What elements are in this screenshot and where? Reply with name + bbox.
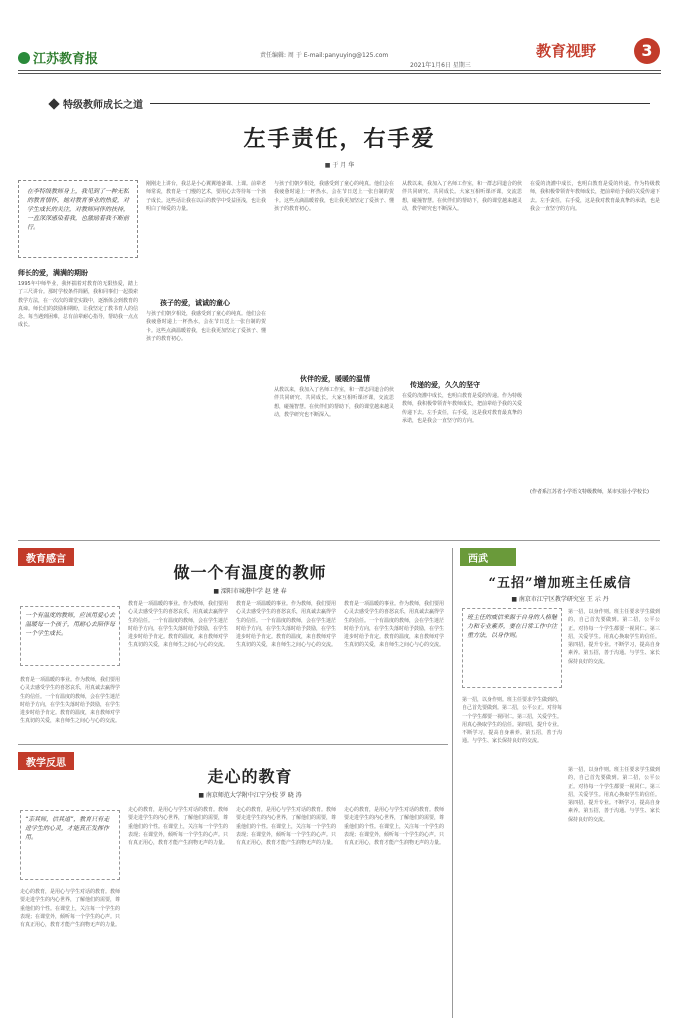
header-rule-thin — [18, 73, 661, 74]
article3-col3: 第一招，以身作则。班主任要求学生做到的，自己首先要做到。第二招，公平公正。对待每一个学生都要一视同仁。第三招，关爱学生。用真心换取学生的信任。第四招，提升专业。不断学习，提高自身素养。第五招，善于沟通。与学生、家长保持良好的交流。 — [568, 767, 660, 823]
column-3b: 与孩子们朝夕相处，我感受到了童心的纯真。他们会在我疲惫时递上一杯热水，会在节日送上一张自制的贺卡。这些点滴温暖着我，也让我更加坚定了爱孩子、懂孩子的教育初心。 — [274, 181, 394, 212]
article4-title: 走心的教育 — [207, 767, 293, 786]
column-5: 在爱的浇灌中成长，也明白教育是爱的传递。作为特级教师，我积极带领青年教师成长，把前辈给予我的关爱传递下去。左手责任，右手爱，这是我对教育最真挚的承诺，也是我会一直坚守的方向。 — [402, 393, 522, 424]
section-brand: 教育视野 — [536, 42, 597, 60]
subhead-3: 伙伴的爱，暖暖的温情 — [300, 375, 370, 383]
article3-col1: 第一招，以身作则。班主任要求学生做到的，自己首先要做到。第二招，公平公正。对待每一个学生都要一视同仁。第三招，关爱学生。用真心换取学生的信任。第四招，提升专业。不断学习，提高自身素养。第五招，善于沟通。与学生、家长保持良好的交流。 — [568, 609, 660, 665]
page-number: 3 — [634, 38, 660, 64]
article2-byline: ■ 溧阳市城港中学 赵 建 春 — [213, 588, 287, 595]
logo-icon — [18, 52, 30, 64]
section-divider — [18, 540, 660, 541]
issue-date: 2021年1月6日 星期三 — [410, 62, 471, 69]
article3-byline: ■ 南京市江宁区教学研究室 王 示 丹 — [511, 596, 609, 603]
article4-col3: 走心的教育，是用心与学生对话的教育。教师要走进学生的内心世界，了解他们的需要，尊重他们的个性。在课堂上，关注每一个学生的表现；在课堂外，倾听每一个学生的心声。只有真正用心，教育才能产生润物无声的力量。 — [236, 807, 336, 847]
article4-quote: “亲其师，信其道”，教育只有走进学生的心灵，才能真正发挥作用。 — [20, 810, 120, 880]
column-3: 与孩子们朝夕相处，我感受到了童心的纯真。他们会在我疲惫时递上一杯热水，会在节日送上一张自制的贺卡。这些点滴温暖着我，也让我更加坚定了爱孩子、懂孩子的教育初心。 — [146, 311, 266, 342]
article3-quote: 班主任的威信来源于自身的人格魅力和专业素养，要在日常工作中注重方法，以身作则。 — [462, 608, 562, 688]
main-title: 左手责任，右手爱 — [243, 126, 436, 152]
article4-byline: ■ 南京师范大学附中江宁分校 罗 晓 涛 — [198, 792, 302, 799]
section-label — [50, 96, 143, 111]
section-divider-2 — [18, 744, 448, 745]
article2-col4: 教育是一项温暖的事业。作为教师，我们要用心灵去感受学生的喜怒哀乐，用真诚去赢得学生的信任。一个有温度的教师，会在学生迷茫时给予方向，在学生失落时给予鼓励，在学生进步时给予肯定。教育的温度，来自教师对学生真切的关爱，来自师生之间心与心的交流。 — [344, 601, 444, 649]
column-1: 1995年中师毕业，我怀揣着对教育的无限热爱，踏上了三尺讲台。那时学校条件简陋，我和同事们一起摸索教学方法，在一次次的课堂实践中，逐渐体会到教育的真谛。师长们的鼓励和期盼，让我坚定了教书育人的信念。每当遇到困难，总有前辈耐心指导，帮助我一点点成长。 — [18, 281, 138, 329]
section-rule — [150, 103, 650, 104]
column-4: 从教以来，我加入了名师工作室，和一群志同道合的伙伴共同研究、共同成长。大家互相听课评课，交流思想，碰撞智慧。在伙伴们的帮助下，我的课堂越来越灵动，教学研究也不断深入。 — [274, 387, 394, 418]
article3-col2: 第一招，以身作则。班主任要求学生做到的，自己首先要做到。第二招，公平公正。对待每一个学生都要一视同仁。第三招，关爱学生。用真心换取学生的信任。第四招，提升专业。不断学习，提高自身素养。第五招，善于沟通。与学生、家长保持良好的交流。 — [462, 697, 562, 745]
subhead-1: 师长的爱，满满的期盼 — [18, 269, 88, 277]
column-2: 刚刚走上讲台，我总是小心翼翼地备课、上课。前辈老师常说，教育是一门慢的艺术，要用心去等待每一个孩子成长。这些话让我在以后的教学中受益匪浅，也让我明白了师爱的力量。 — [146, 181, 266, 212]
author-note: (作者系江苏省小学语文特级教师，某市实验小学校长) — [530, 489, 649, 495]
article2-title: 做一个有温度的教师 — [173, 563, 327, 582]
tag-education-reflection: 教育感言 — [18, 548, 74, 566]
article4-col2: 走心的教育，是用心与学生对话的教育。教师要走进学生的内心世界，了解他们的需要，尊重他们的个性。在课堂上，关注每一个学生的表现；在课堂外，倾听每一个学生的心声。只有真正用心，教育才能产生润物无声的力量。 — [128, 807, 228, 847]
article2-col3: 教育是一项温暖的事业。作为教师，我们要用心灵去感受学生的喜怒哀乐，用真诚去赢得学生的信任。一个有温度的教师，会在学生迷茫时给予方向，在学生失落时给予鼓励，在学生进步时给予肯定。教育的温度，来自教师对学生真切的关爱，来自师生之间心与心的交流。 — [236, 601, 336, 649]
article4-col4: 走心的教育，是用心与学生对话的教育。教师要走进学生的内心世界，了解他们的需要，尊重他们的个性。在课堂上，关注每一个学生的表现；在课堂外，倾听每一个学生的心声。只有真正用心，教育才能产生润物无声的力量。 — [344, 807, 444, 847]
intro-quote: 在李特级教师身上，我见到了一种无私的教育情怀，她对教育事业的热爱，对学生成长的关注，对教师同伴的扶持，一直深深感染着我，也激励着我不断前行。 — [18, 180, 138, 258]
editor-line: 责任编辑: 周 于 E-mail:panyuying@125.com — [260, 52, 389, 59]
tag-west: 西武 — [460, 548, 516, 566]
main-byline: ■ 于 月 华 — [324, 162, 355, 169]
article2-quote: 一个有温度的教师，应该用爱心去温暖每一个孩子，用耐心去陪伴每一个学生成长。 — [20, 606, 120, 666]
column-divider — [452, 548, 453, 1018]
column-4b: 从教以来，我加入了名师工作室，和一群志同道合的伙伴共同研究、共同成长。大家互相听课评课，交流思想，碰撞智慧。在伙伴们的帮助下，我的课堂越来越灵动，教学研究也不断深入。 — [402, 181, 522, 212]
article3-title: “五招”增加班主任威信 — [488, 576, 632, 591]
column-6: 在爱的浇灌中成长，也明白教育是爱的传递。作为特级教师，我积极带领青年教师成长，把前辈给予我的关爱传递下去。左手责任，右手爱，这是我对教育最真挚的承诺，也是我会一直坚守的方向。 — [530, 181, 660, 212]
newspaper-logo — [18, 48, 98, 67]
header-rule — [18, 70, 661, 71]
newspaper-name: 江苏教育报 — [33, 52, 99, 67]
section-label-text: 特级教师成长之道 — [63, 100, 143, 111]
tag-teaching-reflection: 教学反思 — [18, 752, 74, 770]
subhead-4: 传递的爱，久久的坚守 — [410, 381, 480, 389]
diamond-icon — [48, 98, 59, 109]
article2-col1: 教育是一项温暖的事业。作为教师，我们要用心灵去感受学生的喜怒哀乐，用真诚去赢得学生的信任。一个有温度的教师，会在学生迷茫时给予方向，在学生失落时给予鼓励，在学生进步时给予肯定。教育的温度，来自教师对学生真切的关爱，来自师生之间心与心的交流。 — [20, 677, 120, 725]
article4-col1: 走心的教育，是用心与学生对话的教育。教师要走进学生的内心世界，了解他们的需要，尊重他们的个性。在课堂上，关注每一个学生的表现；在课堂外，倾听每一个学生的心声。只有真正用心，教育才能产生润物无声的力量。 — [20, 889, 120, 929]
subhead-2: 孩子的爱，诚诚的童心 — [160, 299, 230, 307]
article2-col2: 教育是一项温暖的事业。作为教师，我们要用心灵去感受学生的喜怒哀乐，用真诚去赢得学生的信任。一个有温度的教师，会在学生迷茫时给予方向，在学生失落时给予鼓励，在学生进步时给予肯定。教育的温度，来自教师对学生真切的关爱，来自师生之间心与心的交流。 — [128, 601, 228, 649]
